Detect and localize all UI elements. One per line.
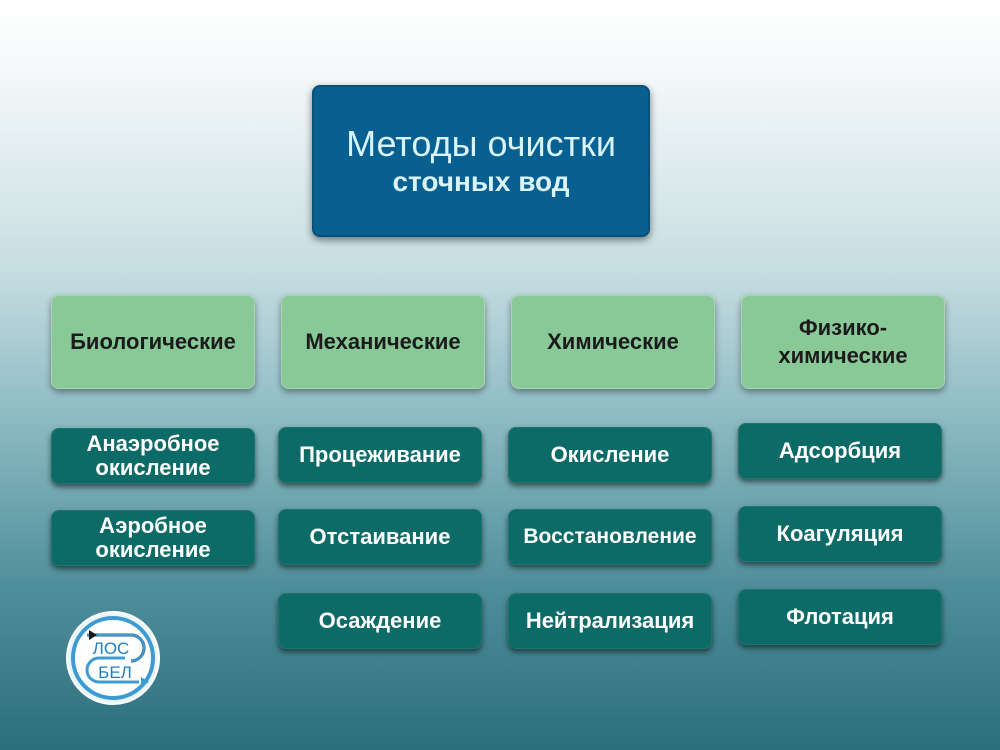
diagram-title-box (312, 85, 650, 237)
method-coagulation (738, 506, 942, 562)
logo-emblem (65, 610, 161, 706)
method-label: Адсорбция (778, 438, 902, 463)
method-settling (278, 509, 482, 565)
logo-bottom-text: БЕЛ (98, 663, 132, 682)
category-mechanical-label: Механические (305, 329, 461, 354)
method-neutralization (508, 593, 712, 649)
category-chemical-label: Химические (547, 329, 679, 354)
company-logo (65, 610, 161, 706)
method-label: Коагуляция (776, 521, 904, 546)
method-label: Нейтрализация (525, 608, 695, 633)
category-chemical (511, 295, 715, 389)
category-biological-label: Биологические (70, 329, 236, 354)
category-biological (51, 295, 255, 389)
method-anaerobic-oxidation (51, 428, 255, 484)
category-mechanical (281, 295, 485, 389)
category-physicochemical (741, 295, 945, 389)
method-adsorption (738, 423, 942, 479)
logo-top-text: ЛОС (92, 639, 130, 658)
category-physicochemical-label: Физико- химические (778, 315, 908, 368)
method-label: Флотация (786, 604, 894, 629)
method-label: Восстановление (523, 525, 697, 548)
method-label: Анаэробное окисление (86, 431, 220, 480)
title-line-2: сточных вод (392, 166, 570, 197)
method-label: Процеживание (299, 442, 461, 467)
method-label: Окисление (550, 442, 670, 467)
title-line-1: Методы очистки (346, 123, 616, 164)
method-aerobic-oxidation (51, 510, 255, 566)
method-sedimentation (278, 593, 482, 649)
method-label: Аэробное окисление (95, 513, 211, 562)
method-oxidation (508, 427, 712, 483)
method-label: Осаждение (318, 608, 442, 633)
method-straining (278, 427, 482, 483)
method-reduction (508, 509, 712, 565)
method-flotation (738, 589, 942, 645)
method-label: Отстаивание (309, 524, 451, 549)
